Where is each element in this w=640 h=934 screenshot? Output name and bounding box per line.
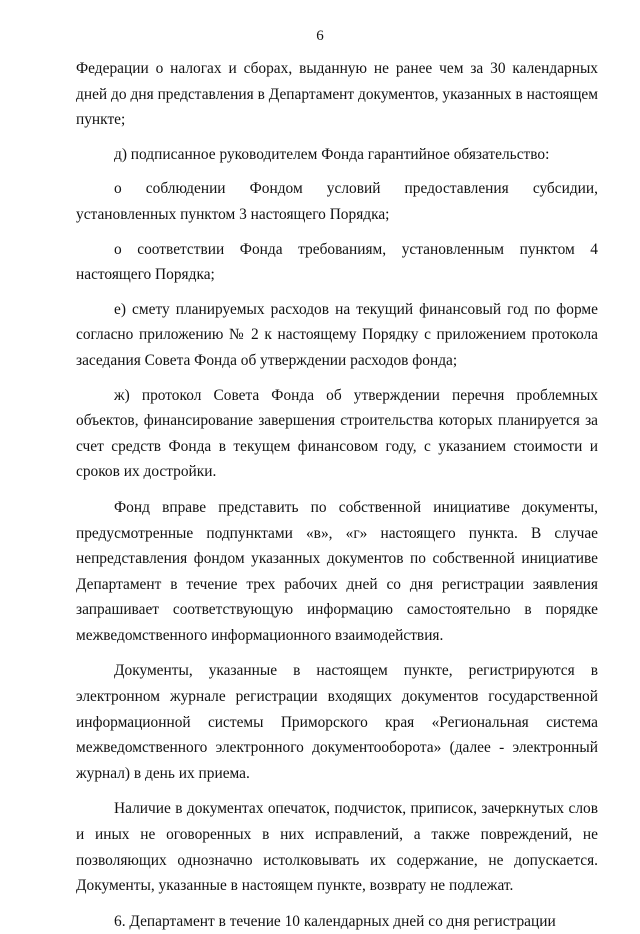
paragraph-item-zh: ж) протокол Совета Фонда об утверждении перечня проблемных объектов, финансирование завершения строительства которых планируется за счет средств Фонда в текущем финансовом году, с указанием стоимости и сроков их достройки.: [76, 386, 598, 481]
paragraph-document-defects: Наличие в документах опечаток, подчисток, приписок, зачеркнутых слов и иных не оговоренных в них исправлений, а также повреждений, не позволяющих однозначно истолковывать их содержание, не допускается. Документы, указанные в настоящем пункте, возврату не подлежат.: [76, 800, 598, 895]
paragraph-item-e: е) смету планируемых расходов на текущий финансовый год по форме согласно приложению № 2 к настоящему Порядку с приложением протокола заседания Совета Фонда об утверждении расходов фонда;: [76, 300, 598, 369]
paragraph-continuation: Федерации о налогах и сборах, выданную не ранее чем за 30 календарных дней до дня представления в Департамент документов, указанных в настоящем пункте;: [76, 60, 598, 129]
page-number: 6: [316, 28, 324, 44]
paragraph-fund-initiative: Фонд вправе представить по собственной инициативе документы, предусмотренные подпунктами «в», «г» настоящего пункта. В случае непредставления фондом указанных документов по собственной инициативе Департамент в течение трех рабочих дней со дня регистрации заявления запрашивает соответствующую информацию самостоятельно в порядке межведомственного информационного взаимодействия.: [76, 498, 598, 644]
paragraph-registration: Документы, указанные в настоящем пункте, регистрируются в электронном журнале регистрации входящих документов государственной информационной системы Приморского края «Региональная система межведомственного электронного документооборота» (далее - электронный журнал) в день их приема.: [76, 662, 598, 782]
paragraph-item-d: д) подписанное руководителем Фонда гарантийное обязательство:: [114, 145, 550, 163]
document-body: [76, 56, 598, 934]
paragraph-obligation-requirements: о соответствии Фонда требованиям, установленным пунктом 4 настоящего Порядка;: [76, 240, 598, 284]
paragraph-obligation-conditions: о соблюдении Фондом условий предоставления субсидии, установленных пунктом 3 настоящего Порядка;: [76, 180, 598, 223]
paragraph-item-6: 6. Департамент в течение 10 календарных дней со дня регистрации: [114, 912, 556, 930]
